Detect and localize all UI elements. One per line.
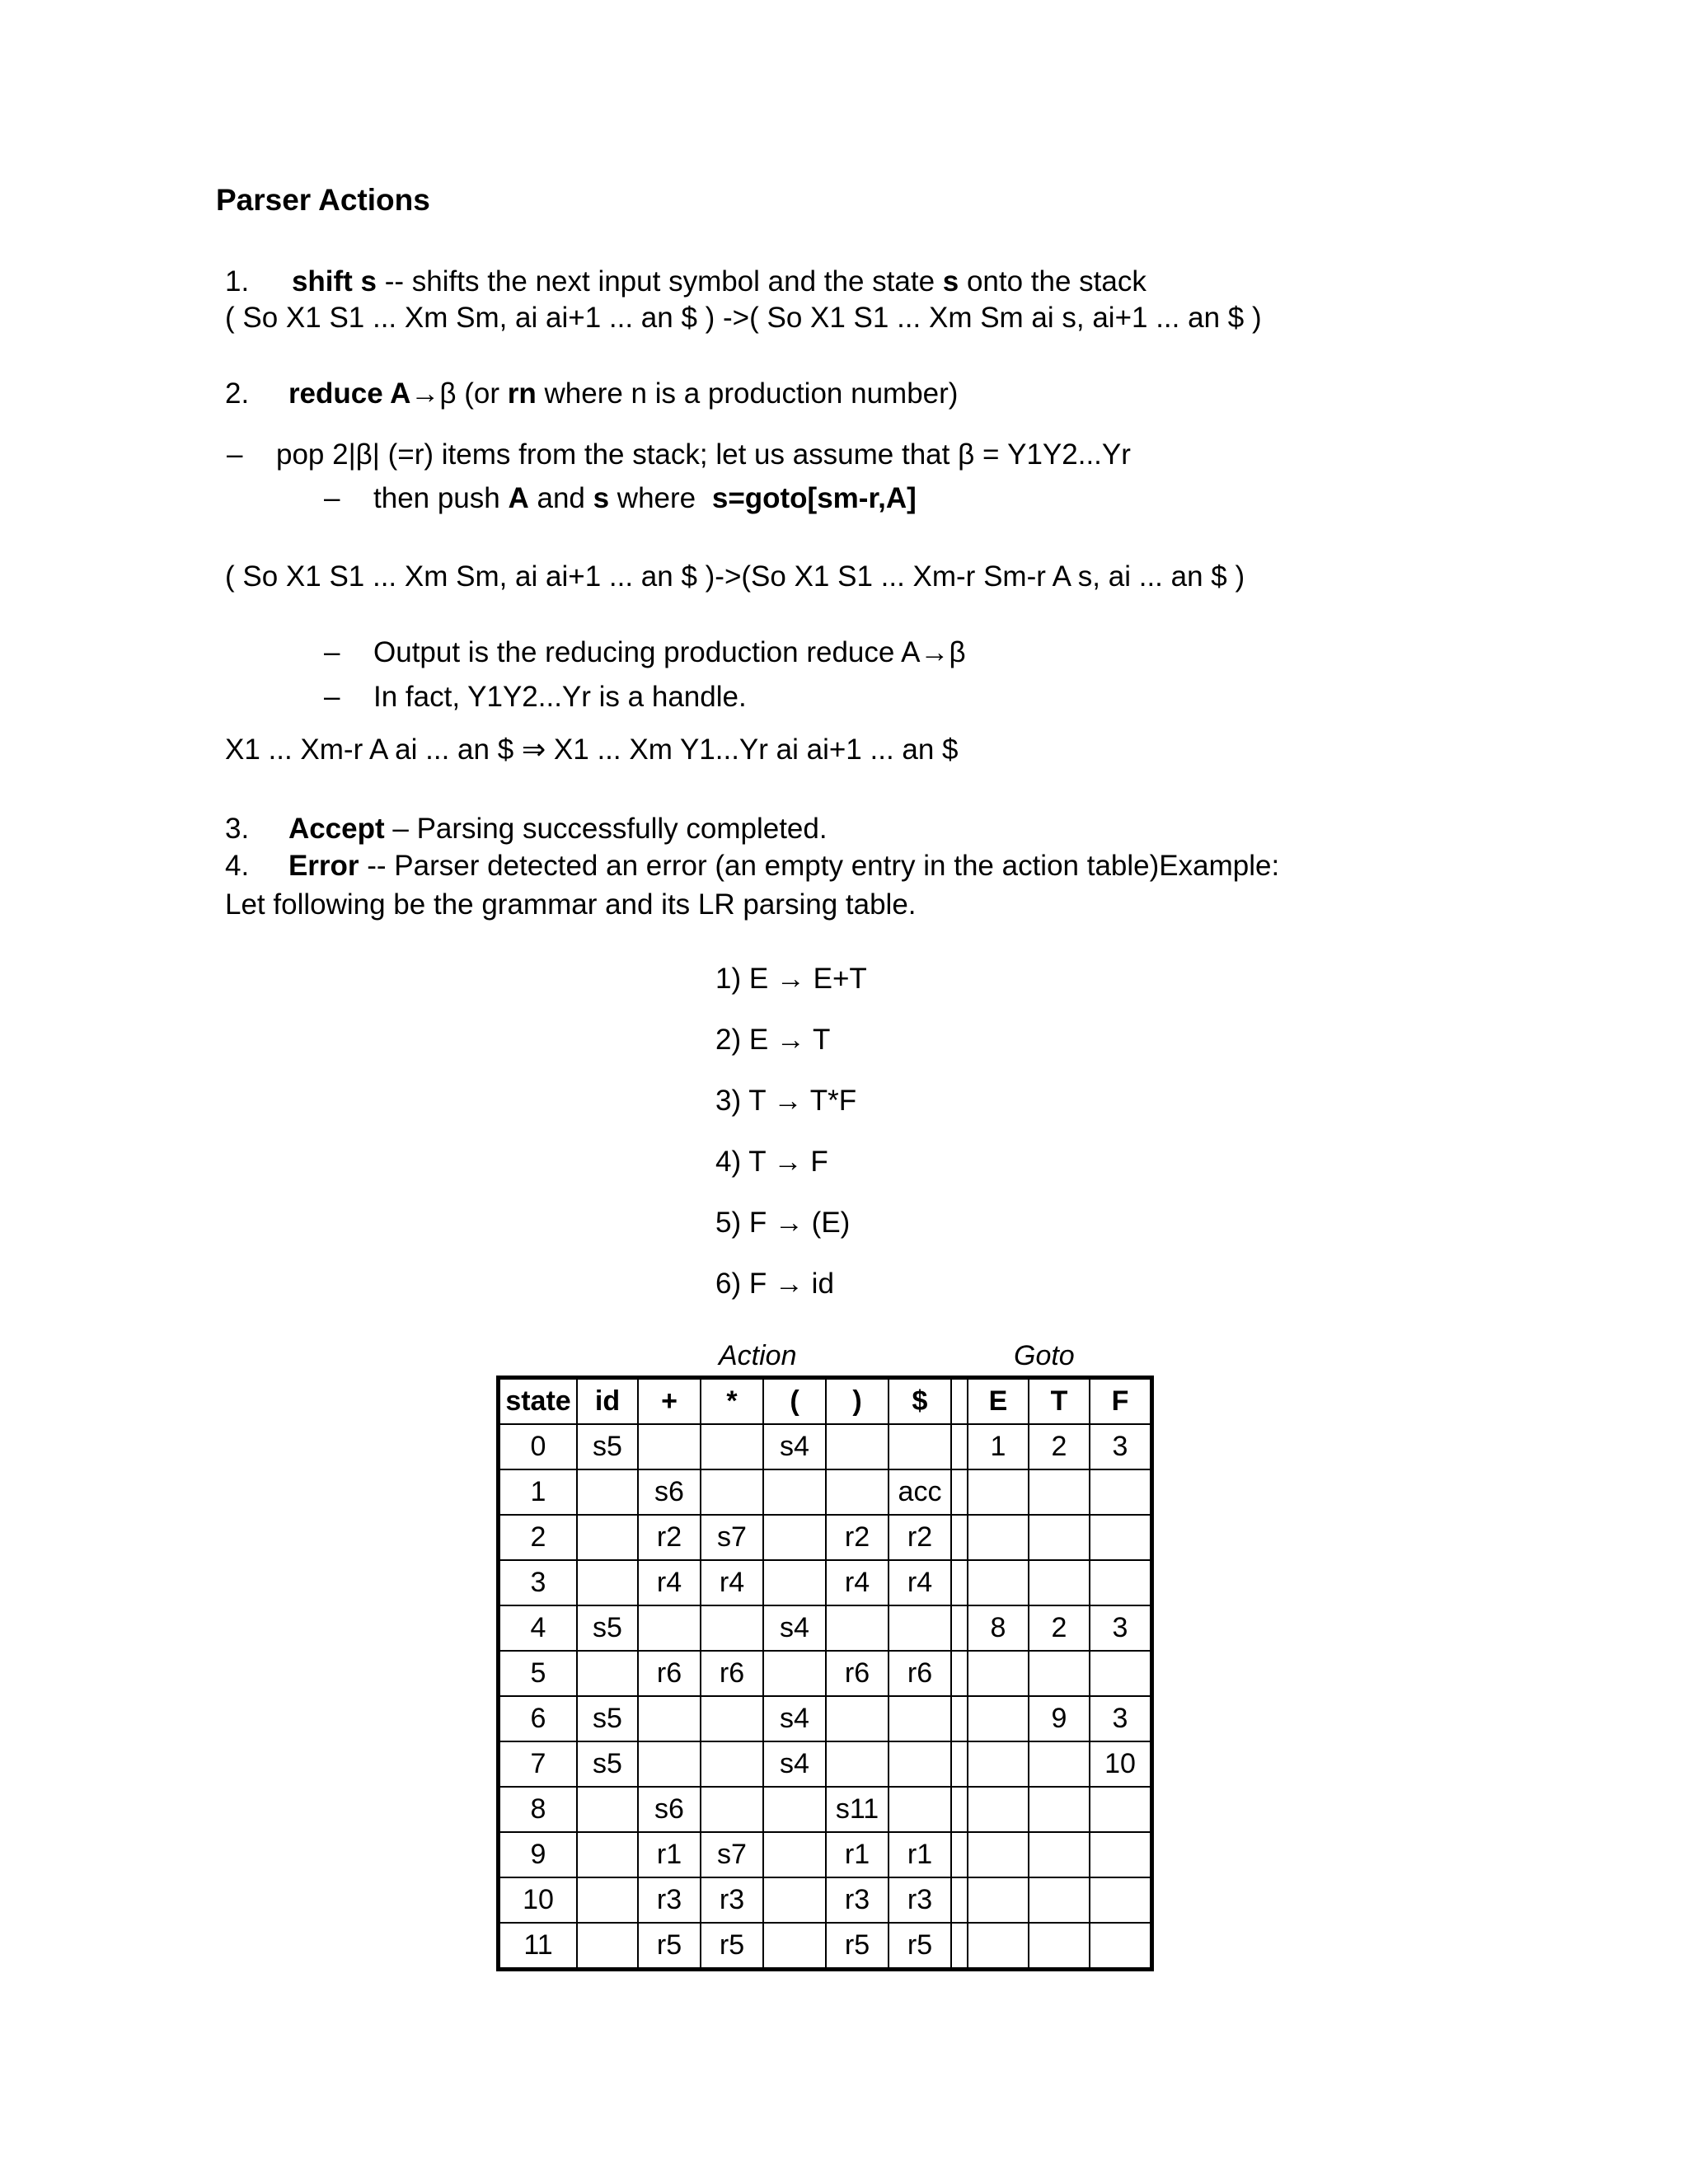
cell-id (577, 1923, 638, 1970)
cell-goto-f: 3 (1090, 1696, 1152, 1741)
cell-separator (951, 1923, 968, 1970)
cell-id: s5 (577, 1605, 638, 1651)
cell-rparen (826, 1741, 889, 1787)
cell-goto-f (1090, 1515, 1152, 1560)
cell-state: 9 (499, 1832, 578, 1877)
cell-plus (638, 1424, 701, 1469)
pop-line: pop 2|β| (=r) items from the stack; let us assume that β = Y1Y2...Yr (276, 438, 1131, 471)
cell-goto-t (1029, 1741, 1090, 1787)
cell-dollar (889, 1424, 951, 1469)
shift-desc-after: onto the stack (959, 265, 1146, 298)
dash-bullet: – (324, 636, 340, 668)
cell-star: r3 (701, 1877, 763, 1923)
cell-lparen (763, 1877, 826, 1923)
cell-id (577, 1651, 638, 1696)
cell-rparen: r1 (826, 1832, 889, 1877)
shift-desc-bold: s (942, 265, 959, 298)
accept-desc: – Parsing successfully completed. (384, 813, 828, 845)
header-plus: + (638, 1378, 701, 1425)
cell-state: 0 (499, 1424, 578, 1469)
header-rparen: ) (826, 1378, 889, 1425)
header-separator (951, 1378, 968, 1425)
table-row (499, 1877, 1152, 1923)
grammar-rule: 3) T → T*F (715, 1085, 857, 1117)
cell-rparen: s11 (826, 1787, 889, 1832)
cell-plus (638, 1605, 701, 1651)
error-number: 4. (225, 850, 250, 882)
cell-lparen (763, 1515, 826, 1560)
header-goto-t: T (1029, 1378, 1090, 1425)
push-where: where (609, 482, 704, 514)
cell-goto-e (968, 1741, 1029, 1787)
cell-star (701, 1424, 763, 1469)
accept-item (225, 813, 828, 846)
cell-goto-e (968, 1651, 1029, 1696)
reduce-item (225, 377, 958, 410)
shift-number: 1. (225, 265, 250, 298)
push-s: s (593, 482, 610, 514)
error-item (225, 850, 1279, 883)
cell-separator (951, 1787, 968, 1832)
cell-state: 1 (499, 1469, 578, 1515)
cell-separator (951, 1424, 968, 1469)
cell-id (577, 1469, 638, 1515)
table-row (499, 1560, 1152, 1605)
cell-goto-f (1090, 1923, 1152, 1970)
cell-dollar: r5 (889, 1923, 951, 1970)
push-and: and (528, 482, 593, 514)
cell-id (577, 1515, 638, 1560)
cell-rparen: r5 (826, 1923, 889, 1970)
cell-separator (951, 1741, 968, 1787)
cell-dollar: r6 (889, 1651, 951, 1696)
reduce-rn: rn (507, 377, 537, 410)
push-a: A (508, 482, 529, 514)
cell-goto-t (1029, 1877, 1090, 1923)
reduce-term: reduce A (288, 377, 411, 410)
cell-plus: s6 (638, 1469, 701, 1515)
cell-dollar: r1 (889, 1832, 951, 1877)
page-title: Parser Actions (216, 183, 430, 217)
cell-dollar: r3 (889, 1877, 951, 1923)
cell-state: 2 (499, 1515, 578, 1560)
cell-star: r4 (701, 1560, 763, 1605)
cell-state: 4 (499, 1605, 578, 1651)
shift-desc-before: -- shifts the next input symbol and the state (377, 265, 943, 298)
header-dollar: $ (889, 1378, 951, 1425)
cell-separator (951, 1696, 968, 1741)
cell-dollar: acc (889, 1469, 951, 1515)
cell-plus (638, 1696, 701, 1741)
table-row (499, 1696, 1152, 1741)
cell-rparen (826, 1696, 889, 1741)
cell-separator (951, 1651, 968, 1696)
cell-separator (951, 1605, 968, 1651)
cell-dollar (889, 1605, 951, 1651)
cell-plus: r2 (638, 1515, 701, 1560)
cell-rparen (826, 1605, 889, 1651)
cell-star: r6 (701, 1651, 763, 1696)
cell-lparen: s4 (763, 1696, 826, 1741)
cell-goto-f: 10 (1090, 1741, 1152, 1787)
goto-label: Goto (1014, 1340, 1075, 1371)
cell-star: s7 (701, 1832, 763, 1877)
cell-goto-t (1029, 1515, 1090, 1560)
cell-goto-t: 2 (1029, 1605, 1090, 1651)
cell-goto-e (968, 1787, 1029, 1832)
cell-goto-e: 1 (968, 1424, 1029, 1469)
table-body (499, 1424, 1152, 1970)
handle-line: In fact, Y1Y2...Yr is a handle. (373, 681, 747, 713)
cell-star: r5 (701, 1923, 763, 1970)
table-row (499, 1651, 1152, 1696)
cell-dollar (889, 1696, 951, 1741)
dash-bullet: – (227, 438, 243, 471)
grammar-rule: 1) E → E+T (715, 963, 867, 995)
cell-id: s5 (577, 1741, 638, 1787)
header-goto-f: F (1090, 1378, 1152, 1425)
lr-parsing-table (496, 1376, 1154, 1971)
cell-star (701, 1696, 763, 1741)
dash-bullet: – (324, 482, 340, 514)
cell-goto-e (968, 1515, 1029, 1560)
cell-star (701, 1787, 763, 1832)
cell-lparen: s4 (763, 1424, 826, 1469)
cell-state: 10 (499, 1877, 578, 1923)
cell-star: s7 (701, 1515, 763, 1560)
cell-lparen (763, 1832, 826, 1877)
cell-state: 11 (499, 1923, 578, 1970)
cell-plus: s6 (638, 1787, 701, 1832)
cell-id (577, 1832, 638, 1877)
cell-goto-e (968, 1923, 1029, 1970)
cell-lparen: s4 (763, 1605, 826, 1651)
cell-plus: r4 (638, 1560, 701, 1605)
push-goto: s=goto[sm-r,A] (711, 482, 917, 514)
cell-rparen: r4 (826, 1560, 889, 1605)
cell-rparen (826, 1424, 889, 1469)
dash-bullet: – (324, 681, 340, 713)
accept-term: Accept (288, 813, 385, 845)
action-label: Action (719, 1340, 797, 1371)
cell-dollar (889, 1787, 951, 1832)
grammar-intro: Let following be the grammar and its LR parsing table. (225, 888, 917, 921)
cell-goto-t: 9 (1029, 1696, 1090, 1741)
header-goto-e: E (968, 1378, 1029, 1425)
cell-lparen: s4 (763, 1741, 826, 1787)
cell-goto-t (1029, 1923, 1090, 1970)
table-row (499, 1469, 1152, 1515)
error-desc: -- Parser detected an error (an empty entry in the action table)Example: (359, 850, 1280, 882)
cell-goto-e: 8 (968, 1605, 1029, 1651)
table-row (499, 1605, 1152, 1651)
cell-goto-f (1090, 1469, 1152, 1515)
cell-goto-e (968, 1696, 1029, 1741)
cell-plus: r1 (638, 1832, 701, 1877)
cell-lparen (763, 1560, 826, 1605)
grammar-rule: 4) T → F (715, 1146, 828, 1178)
cell-goto-e (968, 1877, 1029, 1923)
table-row (499, 1741, 1152, 1787)
cell-dollar (889, 1741, 951, 1787)
cell-goto-f (1090, 1832, 1152, 1877)
cell-goto-e (968, 1832, 1029, 1877)
cell-rparen (826, 1469, 889, 1515)
reduce-rest-after: where n is a production number) (536, 377, 959, 410)
cell-plus: r5 (638, 1923, 701, 1970)
cell-id (577, 1560, 638, 1605)
cell-goto-e (968, 1469, 1029, 1515)
table-row (499, 1832, 1152, 1877)
cell-star (701, 1469, 763, 1515)
cell-separator (951, 1469, 968, 1515)
cell-rparen: r2 (826, 1515, 889, 1560)
cell-goto-f (1090, 1560, 1152, 1605)
cell-lparen (763, 1787, 826, 1832)
cell-separator (951, 1832, 968, 1877)
cell-separator (951, 1560, 968, 1605)
cell-rparen: r6 (826, 1651, 889, 1696)
cell-separator (951, 1515, 968, 1560)
cell-goto-t (1029, 1832, 1090, 1877)
grammar-rule: 2) E → T (715, 1024, 831, 1056)
cell-goto-f (1090, 1787, 1152, 1832)
cell-state: 5 (499, 1651, 578, 1696)
cell-star (701, 1741, 763, 1787)
cell-state: 3 (499, 1560, 578, 1605)
cell-separator (951, 1877, 968, 1923)
cell-goto-t (1029, 1651, 1090, 1696)
cell-goto-f: 3 (1090, 1424, 1152, 1469)
cell-goto-e (968, 1560, 1029, 1605)
cell-plus (638, 1741, 701, 1787)
cell-id (577, 1787, 638, 1832)
cell-dollar: r4 (889, 1560, 951, 1605)
cell-rparen: r3 (826, 1877, 889, 1923)
cell-id: s5 (577, 1424, 638, 1469)
header-state: state (499, 1378, 578, 1425)
reduce-rest-before: β (or (439, 377, 508, 410)
cell-goto-f: 3 (1090, 1605, 1152, 1651)
cell-dollar: r2 (889, 1515, 951, 1560)
push-before: then push (373, 482, 509, 514)
cell-lparen (763, 1923, 826, 1970)
accept-number: 3. (225, 813, 250, 845)
output-line: Output is the reducing production reduce A→β (373, 636, 966, 668)
reduce-number: 2. (225, 377, 250, 410)
header-id: id (577, 1378, 638, 1425)
push-line (373, 482, 917, 515)
header-lparen: ( (763, 1378, 826, 1425)
shift-term: shift s (291, 265, 377, 298)
derivation-line: X1 ... Xm-r A ai ... an $ ⇒ X1 ... Xm Y1...Yr ai ai+1 ... an $ (225, 733, 959, 766)
table-row (499, 1923, 1152, 1970)
cell-goto-t: 2 (1029, 1424, 1090, 1469)
reduce-arrow: → (410, 377, 440, 410)
cell-lparen (763, 1469, 826, 1515)
cell-star (701, 1605, 763, 1651)
cell-lparen (763, 1651, 826, 1696)
cell-state: 8 (499, 1787, 578, 1832)
cell-id (577, 1877, 638, 1923)
cell-goto-f (1090, 1651, 1152, 1696)
cell-state: 7 (499, 1741, 578, 1787)
cell-goto-t (1029, 1469, 1090, 1515)
cell-goto-t (1029, 1787, 1090, 1832)
table-header-row (499, 1378, 1152, 1425)
cell-state: 6 (499, 1696, 578, 1741)
cell-goto-t (1029, 1560, 1090, 1605)
cell-plus: r3 (638, 1877, 701, 1923)
table-row (499, 1515, 1152, 1560)
grammar-rule: 6) F → id (715, 1268, 834, 1300)
table-row (499, 1424, 1152, 1469)
header-star: * (701, 1378, 763, 1425)
reduce-transition: ( So X1 S1 ... Xm Sm, ai ai+1 ... an $ )->(So X1 S1 ... Xm-r Sm-r A s, ai ... an $ ) (225, 560, 1245, 593)
shift-transition: ( So X1 S1 ... Xm Sm, ai ai+1 ... an $ ) ->( So X1 S1 ... Xm Sm ai s, ai+1 ... an $ ) (225, 302, 1262, 334)
grammar-rule: 5) F → (E) (715, 1207, 851, 1239)
error-term: Error (288, 850, 359, 882)
table-row (499, 1787, 1152, 1832)
cell-id: s5 (577, 1696, 638, 1741)
cell-plus: r6 (638, 1651, 701, 1696)
shift-item (225, 265, 1146, 298)
cell-goto-f (1090, 1877, 1152, 1923)
